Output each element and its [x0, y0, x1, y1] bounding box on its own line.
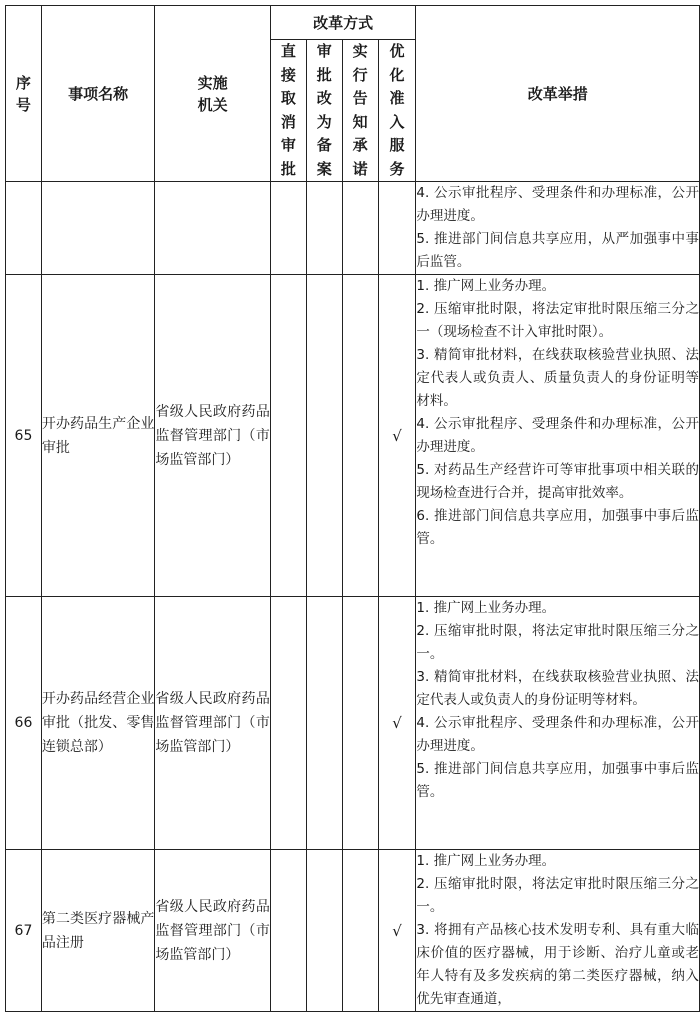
measure-item: 5. 对药品生产经营许可等审批事项中相关联的现场检查进行合并，提高审批效率。: [416, 462, 699, 501]
row-agency: [155, 182, 271, 275]
row-seq: [6, 182, 42, 275]
row-measures: [416, 850, 700, 1012]
row-measures: [416, 597, 700, 850]
row-check-mark: √: [378, 275, 416, 597]
row-cell-cancel: [270, 275, 306, 597]
row-cell-filing: [306, 597, 342, 850]
table-row: [6, 597, 700, 850]
row-item-name: 第二类医疗器械产品注册: [41, 850, 155, 1012]
measure-item: 1. 推广网上业务办理。: [416, 600, 556, 616]
measure-item: 5. 推进部门间信息共享应用，加强事中事后监管。: [416, 761, 699, 800]
header-measures: 改革举措: [416, 6, 700, 182]
row-item-name: 开办药品经营企业审批（批发、零售连锁总部）: [41, 597, 155, 850]
header-agency: 实施机关: [155, 6, 271, 182]
row-cell-cancel: [270, 182, 306, 275]
measure-item: 6. 推进部门间信息共享应用，加强事中事后监管。: [416, 508, 699, 547]
header-method-optimize: 优化准入服务: [378, 40, 416, 182]
row-check-mark: √: [378, 597, 416, 850]
row-measures: [416, 275, 700, 597]
row-cell-filing: [306, 182, 342, 275]
header-item-name: 事项名称: [41, 6, 155, 182]
row-item-name: [41, 182, 155, 275]
header-seq: 序号: [6, 6, 42, 182]
table-row: [6, 275, 700, 597]
measure-item: 2. 压缩审批时限，将法定审批时限压缩三分之一。: [416, 876, 699, 915]
row-cell-commitment: [342, 850, 378, 1012]
row-seq: 67: [6, 850, 42, 1012]
measure-item: 3. 精简审批材料，在线获取核验营业执照、法定代表人或负责人、质量负责人的身份证明等材料。: [416, 347, 699, 409]
row-cell-filing: [306, 850, 342, 1012]
row-cell-commitment: [342, 182, 378, 275]
table-row: [6, 182, 700, 275]
measure-item: 2. 压缩审批时限，将法定审批时限压缩三分之一。: [416, 623, 699, 662]
row-seq: 65: [6, 275, 42, 597]
row-agency: 省级人民政府药品监督管理部门（市场监管部门）: [155, 597, 271, 850]
measure-item: 2. 压缩审批时限，将法定审批时限压缩三分之一（现场检查不计入审批时限）。: [416, 301, 699, 340]
measure-item: 1. 推广网上业务办理。: [416, 278, 556, 294]
header-method-cancel: 直接取消审批: [270, 40, 306, 182]
table-row: [6, 850, 700, 1012]
reform-table: [5, 5, 700, 1012]
measure-item: 1. 推广网上业务办理。: [416, 853, 556, 869]
measure-item: 3. 将拥有产品核心技术发明专利、具有重大临床价值的医疗器械，用于诊断、治疗儿童或老年人特有及多发疾病的第二类医疗器械，纳入优先审查通道，: [416, 922, 699, 1007]
row-check-mark: √: [378, 850, 416, 1012]
row-check-mark: [378, 182, 416, 275]
measure-item: 4. 公示审批程序、受理条件和办理标准，公开办理进度。: [416, 715, 699, 754]
row-measures: [416, 182, 700, 275]
measure-item: 3. 精简审批材料，在线获取核验营业执照、法定代表人或负责人的身份证明等材料。: [416, 669, 699, 708]
row-cell-commitment: [342, 275, 378, 597]
measure-item: 4. 公示审批程序、受理条件和办理标准，公开办理进度。: [416, 416, 699, 455]
row-cell-cancel: [270, 850, 306, 1012]
row-seq: 66: [6, 597, 42, 850]
row-agency: 省级人民政府药品监督管理部门（市场监管部门）: [155, 850, 271, 1012]
header-reform-method: 改革方式: [270, 6, 416, 40]
row-agency: 省级人民政府药品监督管理部门（市场监管部门）: [155, 275, 271, 597]
row-cell-cancel: [270, 597, 306, 850]
row-cell-commitment: [342, 597, 378, 850]
measure-item: 4. 公示审批程序、受理条件和办理标准，公开办理进度。: [416, 185, 699, 224]
header-row-top: [6, 6, 700, 40]
header-method-filing: 审批改为备案: [306, 40, 342, 182]
row-item-name: 开办药品生产企业审批: [41, 275, 155, 597]
header-method-commitment: 实行告知承诺: [342, 40, 378, 182]
measure-item: 5. 推进部门间信息共享应用，从严加强事中事后监管。: [416, 231, 699, 270]
row-cell-filing: [306, 275, 342, 597]
